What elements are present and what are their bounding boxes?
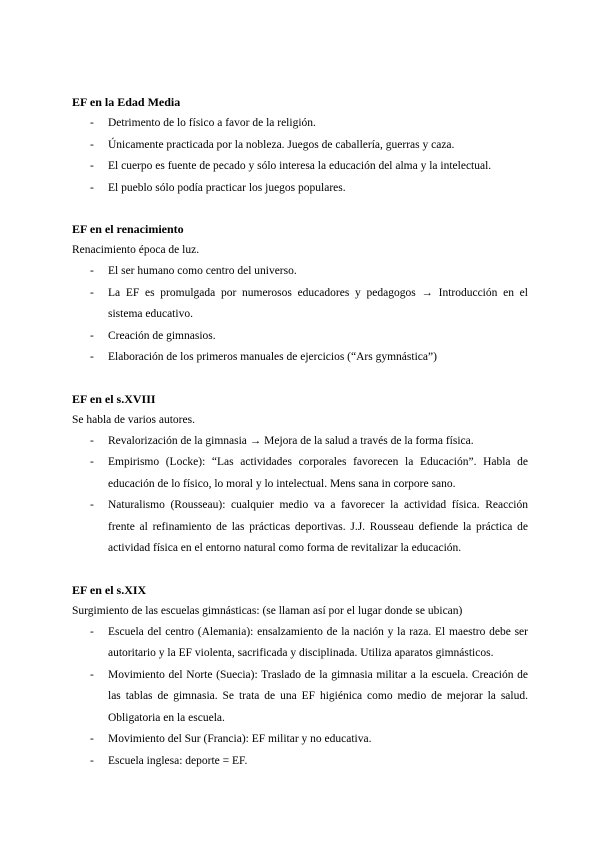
dash-bullet: - — [90, 499, 94, 511]
list-item-text: Revalorización de la gimnasia → Mejora de la salud a través de la forma física. — [108, 434, 474, 447]
bullet-list — [72, 622, 528, 773]
list-item-text: Creación de gimnasios. — [108, 329, 216, 342]
dash-bullet: - — [90, 117, 94, 129]
dash-bullet: - — [90, 181, 94, 194]
dash-bullet: - — [90, 625, 94, 638]
section-intro: Renacimiento época de luz. — [72, 244, 200, 256]
dash-bullet: - — [90, 160, 94, 172]
dash-bullet: - — [90, 286, 94, 299]
list-item — [72, 751, 528, 773]
list-item-text: El pueblo sólo podía practicar los juegos populares. — [108, 181, 346, 194]
list-item-text: Movimiento del Norte (Suecia): Traslado de la gimnasia militar a la escuela. Creación de las tablas de gimnasia. Se trata de una EF higiénica como medio de mejorar la salud. Obligatoria en la escuela. — [108, 668, 528, 724]
dash-bullet: - — [90, 456, 94, 468]
list-item — [72, 178, 528, 200]
section-heading: EF en el s.XVIII — [72, 391, 156, 406]
dash-bullet: - — [90, 329, 94, 342]
section — [72, 92, 528, 199]
list-item — [72, 729, 528, 751]
list-item — [72, 135, 528, 157]
dash-bullet: - — [90, 754, 94, 767]
dash-bullet: - — [90, 733, 94, 745]
list-item — [72, 347, 528, 369]
list-item — [72, 665, 528, 730]
section-heading: EF en la Edad Media — [72, 95, 181, 109]
list-item-text: Elaboración de los primeros manuales de ejercicios (“Ars gymnástica”) — [108, 351, 437, 363]
list-item-text: La EF es promulgada por numerosos educadores y pedagogos → Introducción en el sistema educativo. — [108, 286, 528, 320]
list-item — [72, 431, 528, 453]
list-item-text: Movimiento del Sur (Francia): EF militar y no educativa. — [108, 733, 372, 745]
list-item — [72, 261, 528, 283]
section — [72, 580, 528, 773]
list-item — [72, 156, 528, 178]
dash-bullet: - — [90, 265, 94, 277]
section-heading: EF en el s.XIX — [72, 582, 147, 597]
list-item-text: Detrimento de lo físico a favor de la religión. — [108, 117, 316, 129]
bullet-list — [72, 431, 528, 560]
section-intro: Surgimiento de las escuelas gimnásticas: (se llaman así por el lugar donde se ubican) — [72, 604, 463, 617]
list-item-text: Escuela inglesa: deporte = EF. — [108, 754, 248, 767]
list-item — [72, 622, 528, 665]
dash-bullet: - — [90, 138, 94, 151]
list-item — [72, 283, 528, 326]
dash-bullet: - — [90, 434, 94, 447]
dash-bullet: - — [90, 351, 94, 363]
list-item-text: Naturalismo (Rousseau): cualquier medio va a favorecer la actividad física. Reacción frente al refinamiento de las prácticas deportivas. J.J. Rousseau defiende la práctica de actividad física en el entorno natural como forma de revitalizar la educación. — [108, 499, 528, 554]
section-heading: EF en el renacimiento — [72, 222, 184, 236]
list-item-text: Escuela del centro (Alemania): ensalzamiento de la nación y la raza. El maestro debe ser autoritario y la EF violenta, sacrificada y disciplinada. Utiliza aparatos gimnásticos. — [108, 625, 528, 659]
list-item — [72, 452, 528, 495]
section — [72, 219, 528, 369]
list-item-text: El cuerpo es fuente de pecado y sólo interesa la educación del alma y la intelectual. — [108, 160, 492, 172]
list-item-text: El ser humano como centro del universo. — [108, 265, 297, 277]
document-body — [72, 92, 528, 792]
list-item-text: Empirismo (Locke): “Las actividades corporales favorecen la Educación”. Habla de educación de lo físico, lo moral y lo intelectual. Mens sana in corpore sano. — [108, 456, 528, 490]
section — [72, 389, 528, 560]
dash-bullet: - — [90, 668, 94, 681]
bullet-list — [72, 113, 528, 199]
list-item — [72, 326, 528, 348]
bullet-list — [72, 261, 528, 369]
list-item — [72, 113, 528, 135]
list-item — [72, 495, 528, 560]
list-item-text: Únicamente practicada por la nobleza. Juegos de caballería, guerras y caza. — [108, 138, 455, 151]
section-intro: Se habla de varios autores. — [72, 413, 195, 426]
